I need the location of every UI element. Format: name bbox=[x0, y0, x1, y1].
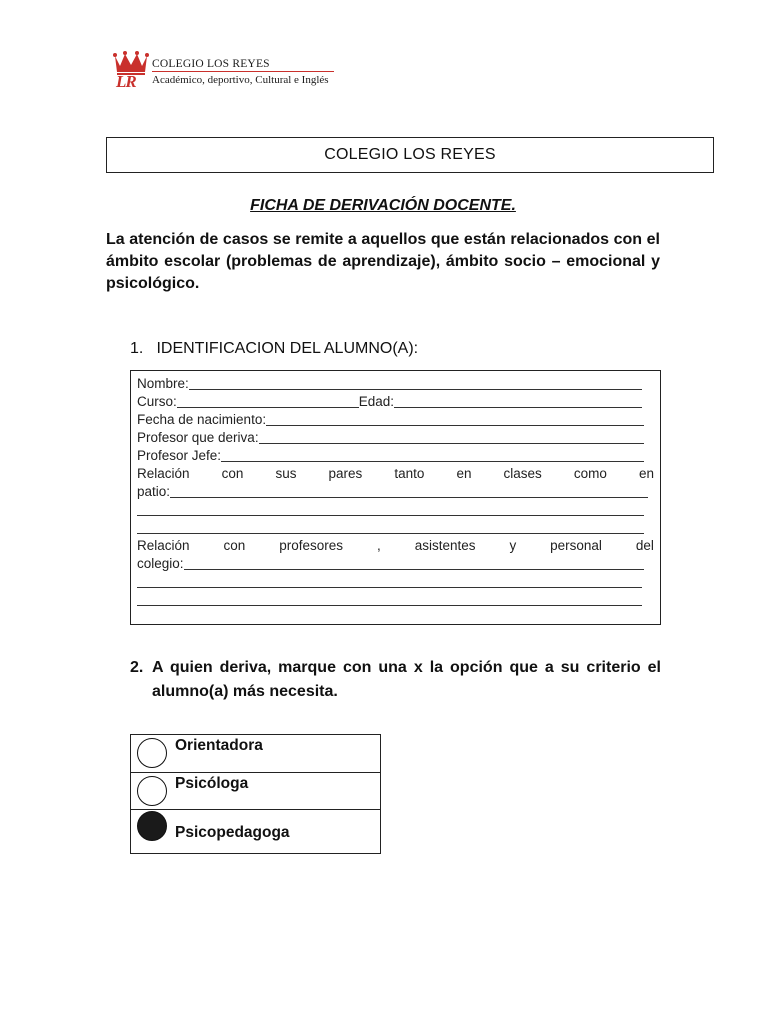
option-orientadora[interactable] bbox=[131, 735, 380, 773]
pares-word: clases bbox=[503, 466, 542, 481]
profesor-jefe-label: Profesor Jefe: bbox=[137, 448, 222, 463]
pares-word: pares bbox=[328, 466, 363, 481]
prof-word: y bbox=[509, 538, 517, 553]
relacion-pares-label-row bbox=[137, 465, 654, 483]
school-logo bbox=[112, 50, 342, 92]
option-psicologa[interactable] bbox=[131, 773, 380, 810]
profesor-jefe-row bbox=[137, 447, 654, 465]
colegio-label: colegio: bbox=[137, 556, 184, 571]
curso-edad-row bbox=[137, 393, 654, 411]
pares-word: en bbox=[456, 466, 472, 481]
option-label: Orientadora bbox=[175, 737, 263, 754]
radio-circle-icon[interactable] bbox=[137, 738, 167, 768]
prof-word: asistentes bbox=[414, 538, 476, 553]
relacion-pares-field-line[interactable] bbox=[137, 503, 644, 516]
section-2-title: A quien deriva, marque con una x la opción que a su criterio el alumno(a) más necesita. bbox=[152, 659, 661, 700]
prof-word: profesores bbox=[279, 538, 344, 553]
nombre-label: Nombre: bbox=[137, 376, 189, 391]
section-2-number: 2. bbox=[130, 659, 144, 676]
prof-word: , bbox=[376, 538, 381, 553]
fecha-nacimiento-label: Fecha de nacimiento: bbox=[137, 412, 267, 427]
section-1-title: IDENTIFICACION DEL ALUMNO(A): bbox=[156, 340, 419, 357]
pares-word: Relación bbox=[137, 466, 190, 481]
pares-word: sus bbox=[275, 466, 297, 481]
intro-paragraph: La atención de casos se remite a aquellos que están relacionados con el ámbito escolar (problemas de aprendizaje), ámbito socio – emocional y psicológico. bbox=[106, 231, 660, 292]
blank-line-row bbox=[137, 573, 654, 591]
section-2-heading bbox=[130, 656, 661, 704]
relacion-profesores-field-line[interactable] bbox=[137, 575, 642, 588]
document-title: FICHA DE DERIVACIÓN DOCENTE. bbox=[250, 197, 516, 214]
profesor-deriva-label: Profesor que deriva: bbox=[137, 430, 259, 445]
patio-row bbox=[137, 483, 654, 501]
blank-line-row bbox=[137, 591, 654, 609]
relacion-profesores-field-line[interactable] bbox=[137, 593, 642, 606]
colegio-row bbox=[137, 555, 654, 573]
pares-word: tanto bbox=[394, 466, 425, 481]
student-identification-box bbox=[130, 370, 661, 625]
relacion-pares-field-line[interactable] bbox=[137, 521, 644, 534]
edad-field[interactable] bbox=[394, 395, 642, 408]
nombre-field[interactable] bbox=[189, 377, 642, 390]
pares-word: en bbox=[638, 466, 654, 481]
nombre-row bbox=[137, 375, 654, 393]
pares-word: como bbox=[573, 466, 607, 481]
relacion-profesores-label-row bbox=[137, 537, 654, 555]
profesor-jefe-field[interactable] bbox=[221, 449, 644, 462]
section-1-number: 1. bbox=[130, 340, 144, 357]
referral-options-table bbox=[130, 734, 381, 854]
filled-circle-icon[interactable] bbox=[137, 811, 167, 841]
relacion-pares-field[interactable] bbox=[170, 485, 648, 498]
title-box bbox=[106, 137, 714, 173]
profesor-deriva-row bbox=[137, 429, 654, 447]
option-label: Psicopedagoga bbox=[175, 824, 290, 841]
blank-line-row bbox=[137, 501, 654, 519]
prof-word: del bbox=[635, 538, 654, 553]
logo-monogram: LR bbox=[116, 72, 136, 91]
patio-label: patio: bbox=[137, 484, 171, 499]
fecha-nacimiento-field[interactable] bbox=[266, 413, 644, 426]
edad-label: Edad: bbox=[358, 394, 395, 409]
title-box-text: COLEGIO LOS REYES bbox=[324, 146, 496, 163]
radio-circle-icon[interactable] bbox=[137, 776, 167, 806]
profesor-deriva-field[interactable] bbox=[259, 431, 644, 444]
logo-school-name: COLEGIO LOS REYES bbox=[152, 58, 334, 72]
curso-field[interactable] bbox=[177, 395, 359, 408]
section-1-heading bbox=[130, 340, 418, 358]
logo-tagline: Académico, deportivo, Cultural e Inglés bbox=[152, 74, 329, 86]
blank-line-row bbox=[137, 519, 654, 537]
prof-word: con bbox=[223, 538, 246, 553]
prof-word: personal bbox=[550, 538, 602, 553]
prof-word: Relación bbox=[137, 538, 190, 553]
option-label: Psicóloga bbox=[175, 775, 249, 792]
option-psicopedagoga[interactable] bbox=[131, 810, 380, 853]
relacion-profesores-field[interactable] bbox=[184, 557, 644, 570]
fecha-row bbox=[137, 411, 654, 429]
pares-word: con bbox=[221, 466, 244, 481]
curso-label: Curso: bbox=[137, 394, 177, 409]
